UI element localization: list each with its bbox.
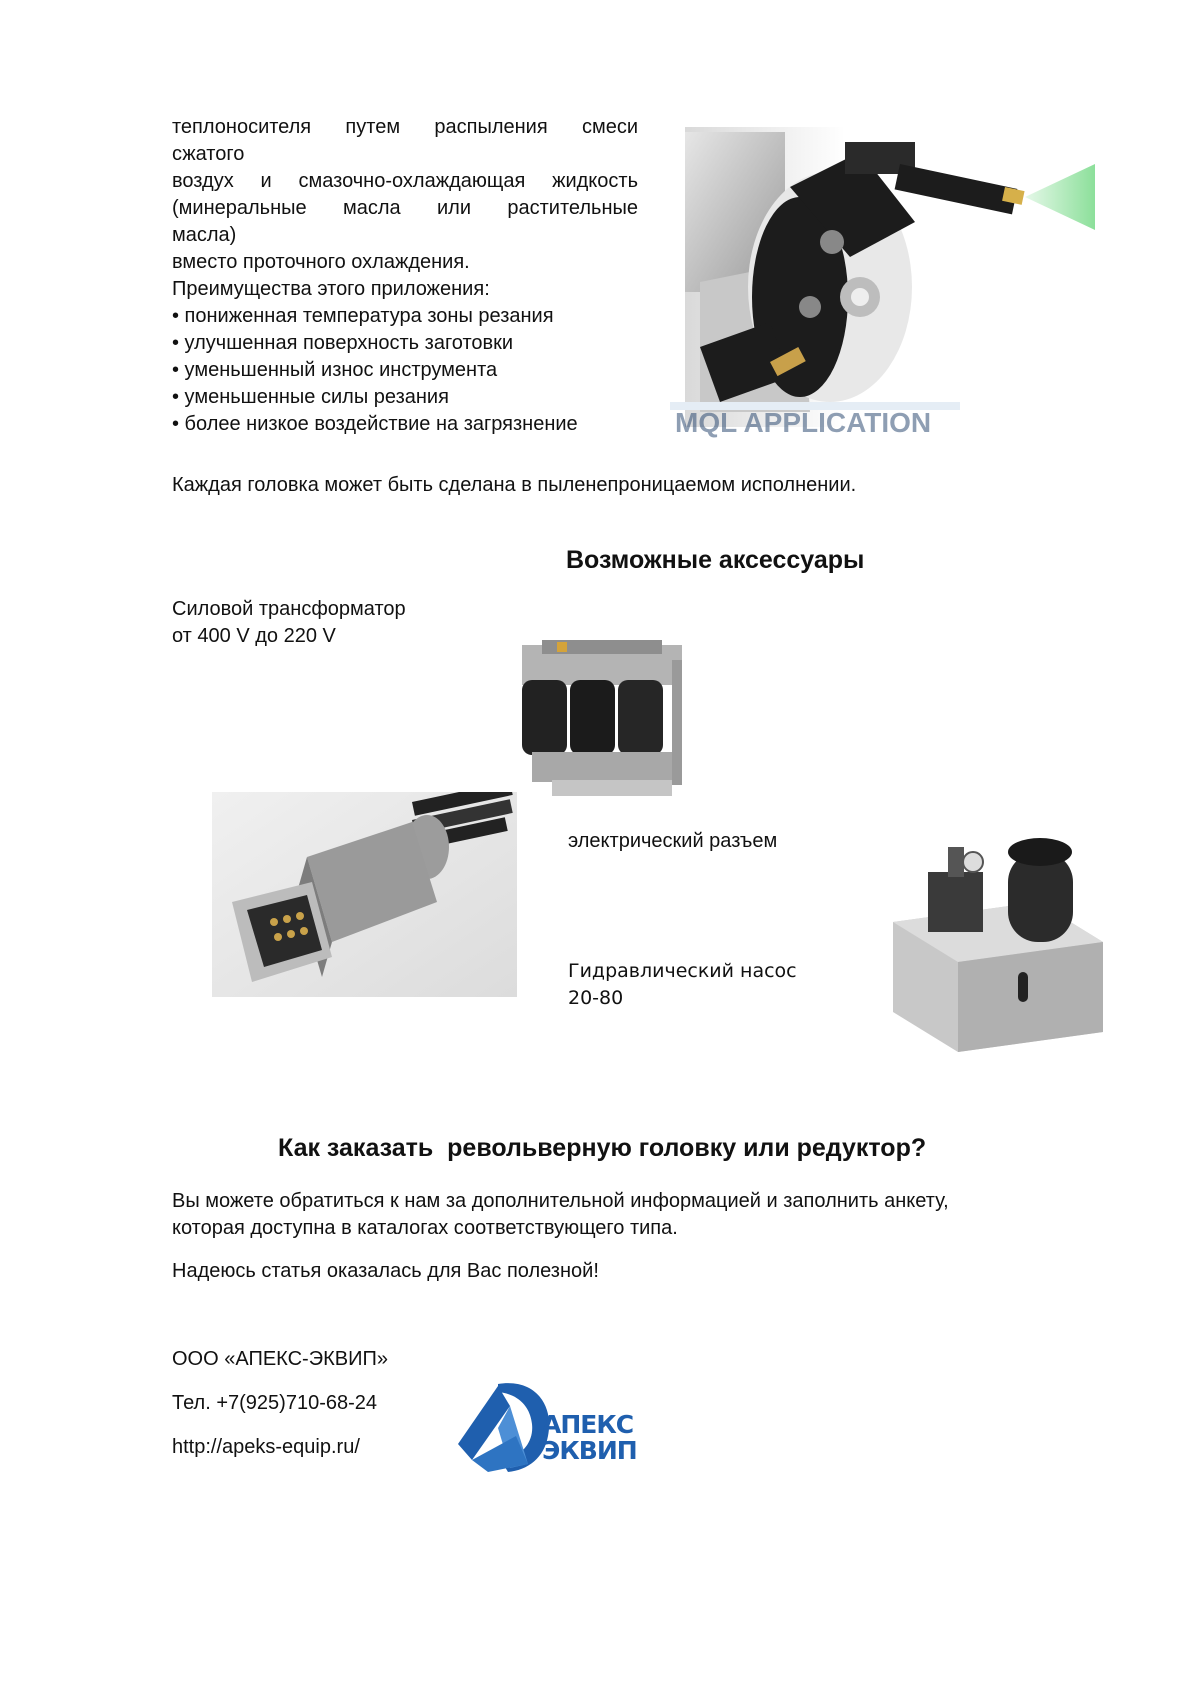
benefit-item: • улучшенная поверхность заготовки (172, 332, 514, 354)
hydraulic-pump-image (888, 832, 1108, 1057)
benefit-item: • пониженная температура зоны резания (172, 305, 554, 327)
phone-number: Тел. +7(925)710-68-24 (172, 1392, 378, 1414)
transformer-caption (172, 596, 406, 650)
transformer-caption-line: Силовой трансформатор (172, 598, 406, 620)
intro-line: теплоносителя путем распыления смеси (172, 116, 638, 138)
logo-text-line1: АПЕКС (542, 1410, 634, 1439)
order-text (172, 1188, 949, 1242)
intro-text (172, 114, 638, 438)
company-name: ООО «АПЕКС-ЭКВИП» (172, 1348, 388, 1370)
closing-text: Надеюсь статья оказалась для Вас полезной! (172, 1260, 599, 1282)
order-text-line: которая доступна в каталогах соответствующего типа. (172, 1217, 678, 1239)
benefit-item: • уменьшенный износ инструмента (172, 359, 498, 381)
svg-text:MQL APPLICATION: MQL APPLICATION (675, 407, 932, 438)
pump-caption (568, 958, 797, 1012)
pump-caption-line: 20-80 (568, 987, 624, 1009)
accessories-heading: Возможные аксессуары (566, 546, 865, 574)
benefits-heading: Преимущества этого приложения: (172, 278, 490, 300)
transformer-image (512, 640, 692, 810)
order-heading: Как заказать револьверную головку или редуктор? (278, 1134, 927, 1162)
intro-line: (минеральные масла или растительные (172, 197, 638, 219)
benefit-item: • более низкое воздействие на загрязнение (172, 413, 578, 435)
intro-line: сжатого (172, 143, 245, 165)
benefit-item: • уменьшенные силы резания (172, 386, 449, 408)
dustproof-note: Каждая головка может быть сделана в пыленепроницаемом исполнении. (172, 474, 857, 496)
order-text-line: Вы можете обратиться к нам за дополнительной информацией и заполнить анкету, (172, 1190, 949, 1212)
pump-caption-line: Гидравлический насос (568, 960, 797, 982)
intro-line: вместо проточного охлаждения. (172, 251, 470, 273)
company-logo (458, 1376, 658, 1476)
intro-line: масла) (172, 224, 237, 246)
connector-caption: электрический разъем (568, 830, 778, 852)
connector-image (212, 792, 517, 997)
transformer-caption-line: от 400 V до 220 V (172, 625, 336, 647)
logo-text-line2: ЭКВИП (542, 1436, 637, 1465)
website-link[interactable]: http://apeks-equip.ru/ (172, 1436, 360, 1458)
intro-line: воздух и смазочно-охлаждающая жидкость (172, 170, 638, 192)
turret-mql-image (660, 112, 1160, 442)
